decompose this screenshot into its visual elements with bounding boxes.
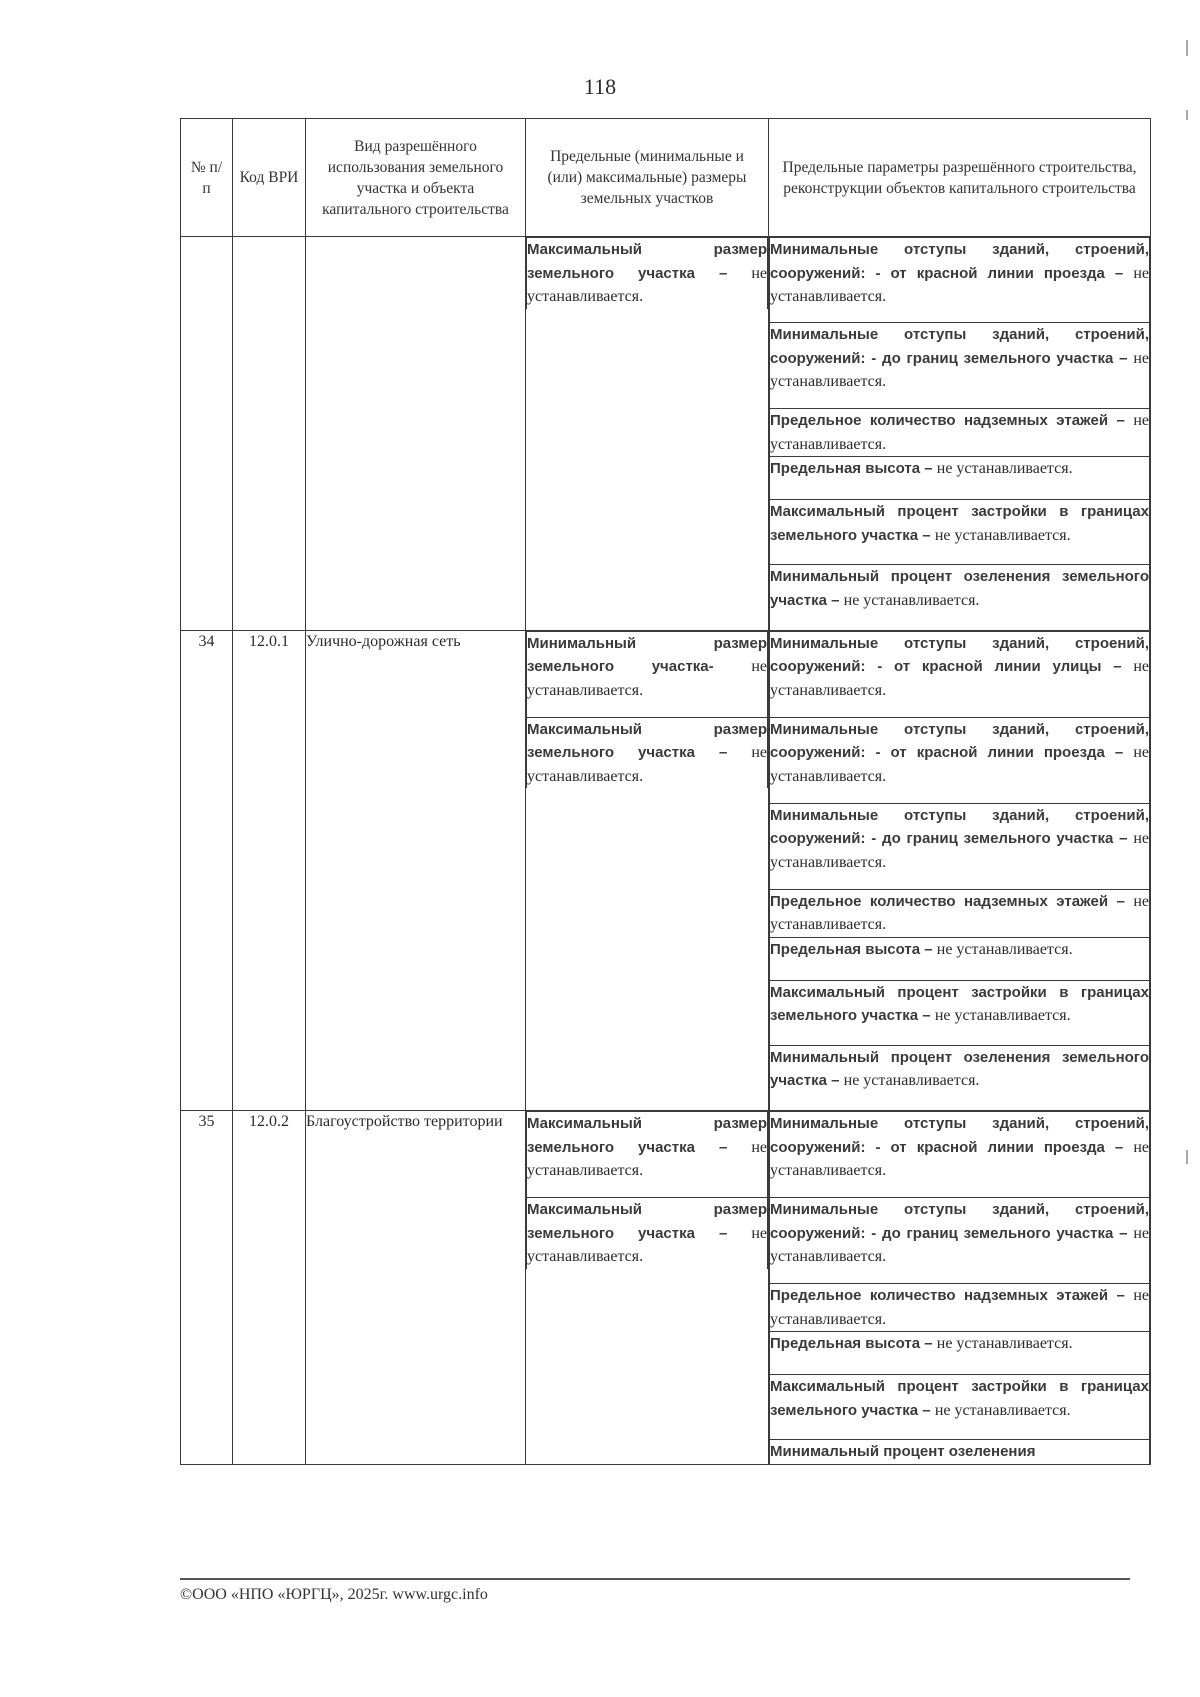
table-row [181, 237, 1151, 631]
footer-copyright: ©ООО «НПО «ЮРГЦ», 2025г. www.urgc.info [180, 1586, 488, 1603]
row-params [769, 630, 1151, 1111]
param-item [770, 889, 1150, 937]
row-use-type [306, 237, 526, 631]
param-item [770, 1332, 1150, 1375]
param-item [770, 937, 1150, 980]
criterion-title: Максимальный процент застройки в границах земельного участка – [770, 1378, 1149, 1419]
criterion-title: Максимальный размер земельного участка – [527, 241, 767, 282]
header-num: № п/п [181, 119, 233, 237]
param-cell [770, 1112, 1150, 1198]
criterion-title: Минимальные отступы зданий, строений, сооружений: - от красной линии проезда – [770, 241, 1149, 282]
criterion-value: не устанавливается. [527, 1138, 767, 1179]
row-sizes [526, 237, 769, 631]
criterion-title: Предельное количество надземных этажей – [770, 892, 1125, 910]
criterion-title: Предельная высота – [770, 940, 933, 958]
param-cell [770, 803, 1150, 889]
param-item [770, 1112, 1150, 1198]
params-subtable [769, 237, 1150, 630]
param-item [770, 500, 1150, 565]
criterion-value: не устанавливается. [770, 1224, 1149, 1265]
criterion-value: не устанавливается. [936, 460, 1073, 477]
params-subtable [769, 1111, 1150, 1464]
criterion-title: Максимальный процент застройки в границах земельного участка – [770, 503, 1149, 544]
row-use-type: Благоустройство территории [306, 1111, 526, 1465]
size-cell [527, 1198, 768, 1269]
param-cell [770, 500, 1150, 565]
criterion-title: Предельное количество надземных этажей – [770, 412, 1125, 429]
header-type: Вид разрешённого использования земельного участка и объекта капитального строительства [306, 119, 526, 237]
param-cell [770, 717, 1150, 803]
criterion-title: Минимальный процент озеленения земельного участка – [770, 1048, 1149, 1089]
row-code: 12.0.2 [233, 1111, 306, 1465]
regulations-table [180, 118, 1151, 1465]
row-code: 12.0.1 [233, 630, 306, 1111]
size-item [527, 238, 768, 309]
criterion-title: Минимальные отступы зданий, строений, сооружений: - до границ земельного участка – [770, 1201, 1149, 1242]
param-cell [770, 937, 1150, 980]
header-code: Код ВРИ [233, 119, 306, 237]
header-row [181, 119, 1151, 237]
param-item [770, 1375, 1150, 1440]
param-cell [770, 565, 1150, 630]
criterion-value: не устанавливается. [770, 264, 1149, 305]
param-item [770, 1284, 1150, 1332]
criterion-value: не устанавливается. [843, 1072, 980, 1089]
criterion-title: Минимальные отступы зданий, строений, сооружений: - от красной линии улицы – [770, 634, 1149, 675]
criterion-value: не устанавливается. [527, 744, 767, 785]
row-number: 34 [181, 630, 233, 1111]
param-cell [770, 631, 1150, 717]
size-item [527, 717, 768, 788]
param-item [770, 323, 1150, 409]
size-cell [527, 1112, 768, 1198]
param-item [770, 803, 1150, 889]
param-item [770, 1440, 1150, 1464]
criterion-value: не устанавливается. [843, 591, 980, 609]
criterion-value: не устанавливается. [770, 1287, 1149, 1328]
size-item [527, 1112, 768, 1198]
row-params [769, 1111, 1151, 1465]
criterion-title: Минимальные отступы зданий, строений, сооружений: - от красной линии проезда – [770, 720, 1149, 761]
criterion-title: Предельная высота – [770, 460, 933, 477]
criterion-title: Предельное количество надземных этажей – [770, 1287, 1125, 1304]
param-item [770, 457, 1150, 500]
criterion-value: не устанавливается. [934, 1007, 1071, 1024]
header-params: Предельные параметры разрешённого строительства, реконструкции объектов капитального строительства [769, 119, 1151, 237]
row-sizes [526, 1111, 769, 1465]
criterion-value: не устанавливается. [527, 658, 767, 699]
criterion-title: Минимальный процент озеленения [770, 1443, 1036, 1460]
sizes-subtable [526, 631, 768, 789]
table-row [181, 630, 1151, 1111]
criterion-title: Максимальный размер земельного участка – [527, 720, 767, 761]
criterion-value: не устанавливается. [770, 892, 1149, 933]
row-number [181, 237, 233, 631]
param-item [770, 631, 1150, 717]
criterion-value: не устанавливается. [770, 349, 1149, 390]
param-item [770, 238, 1150, 323]
header-sizes: Предельные (минимальные и (или) максимальные) размеры земельных участков [526, 119, 769, 237]
row-number: 35 [181, 1111, 233, 1465]
param-item [770, 717, 1150, 803]
criterion-value: не устанавливается. [936, 940, 1073, 958]
criterion-title: Максимальный размер земельного участка – [527, 1115, 767, 1156]
table-row [181, 1111, 1151, 1465]
criterion-value: не устанавливается. [527, 1224, 767, 1265]
param-cell [770, 1375, 1150, 1440]
size-item [527, 631, 768, 717]
row-params [769, 237, 1151, 631]
params-subtable [769, 631, 1150, 1111]
scan-margin-mark [1186, 40, 1188, 56]
scan-margin-mark [1186, 110, 1188, 120]
row-code [233, 237, 306, 631]
param-cell [770, 238, 1150, 323]
criterion-title: Минимальный размер земельного участка- [527, 634, 767, 675]
param-cell [770, 889, 1150, 937]
row-use-type: Улично-дорожная сеть [306, 630, 526, 1111]
param-cell [770, 457, 1150, 500]
sizes-subtable [526, 1111, 768, 1269]
param-cell [770, 1332, 1150, 1375]
size-cell [527, 631, 768, 717]
criterion-title: Минимальные отступы зданий, строений, сооружений: - от красной линии проезда – [770, 1115, 1149, 1156]
param-cell [770, 980, 1150, 1045]
param-cell [770, 323, 1150, 409]
param-cell [770, 409, 1150, 457]
param-item [770, 409, 1150, 457]
criterion-value: не устанавливается. [934, 1401, 1071, 1419]
scan-margin-mark [1186, 1150, 1188, 1164]
criterion-value: не устанавливается. [934, 526, 1071, 544]
criterion-value: не устанавливается. [527, 264, 767, 305]
criterion-value: не устанавливается. [770, 830, 1149, 871]
param-cell [770, 1198, 1150, 1284]
param-item [770, 1045, 1150, 1110]
param-item [770, 980, 1150, 1045]
criterion-value: не устанавливается. [770, 658, 1149, 699]
criterion-title: Предельная высота – [770, 1335, 933, 1352]
criterion-title: Максимальный размер земельного участка – [527, 1201, 767, 1242]
criterion-title: Минимальные отступы зданий, строений, сооружений: - до границ земельного участка – [770, 806, 1149, 847]
param-cell [770, 1284, 1150, 1332]
footer-divider [180, 1578, 1130, 1580]
size-cell [527, 717, 768, 788]
param-cell [770, 1440, 1150, 1464]
param-cell [770, 1045, 1150, 1110]
size-cell [527, 238, 768, 309]
criterion-title: Минимальные отступы зданий, строений, сооружений: - до границ земельного участка – [770, 326, 1149, 367]
criterion-title: Максимальный процент застройки в границах земельного участка – [770, 983, 1149, 1024]
criterion-value: не устанавливается. [770, 1138, 1149, 1179]
page-number: 118 [583, 74, 617, 99]
param-item [770, 565, 1150, 630]
sizes-subtable [526, 237, 768, 309]
criterion-value: не устанавливается. [770, 744, 1149, 785]
row-sizes [526, 630, 769, 1111]
size-item [527, 1198, 768, 1269]
param-item [770, 1198, 1150, 1284]
criterion-title: Минимальный процент озеленения земельного участка – [770, 568, 1149, 609]
criterion-value: не устанавливается. [936, 1335, 1073, 1352]
criterion-value: не устанавливается. [770, 412, 1149, 453]
